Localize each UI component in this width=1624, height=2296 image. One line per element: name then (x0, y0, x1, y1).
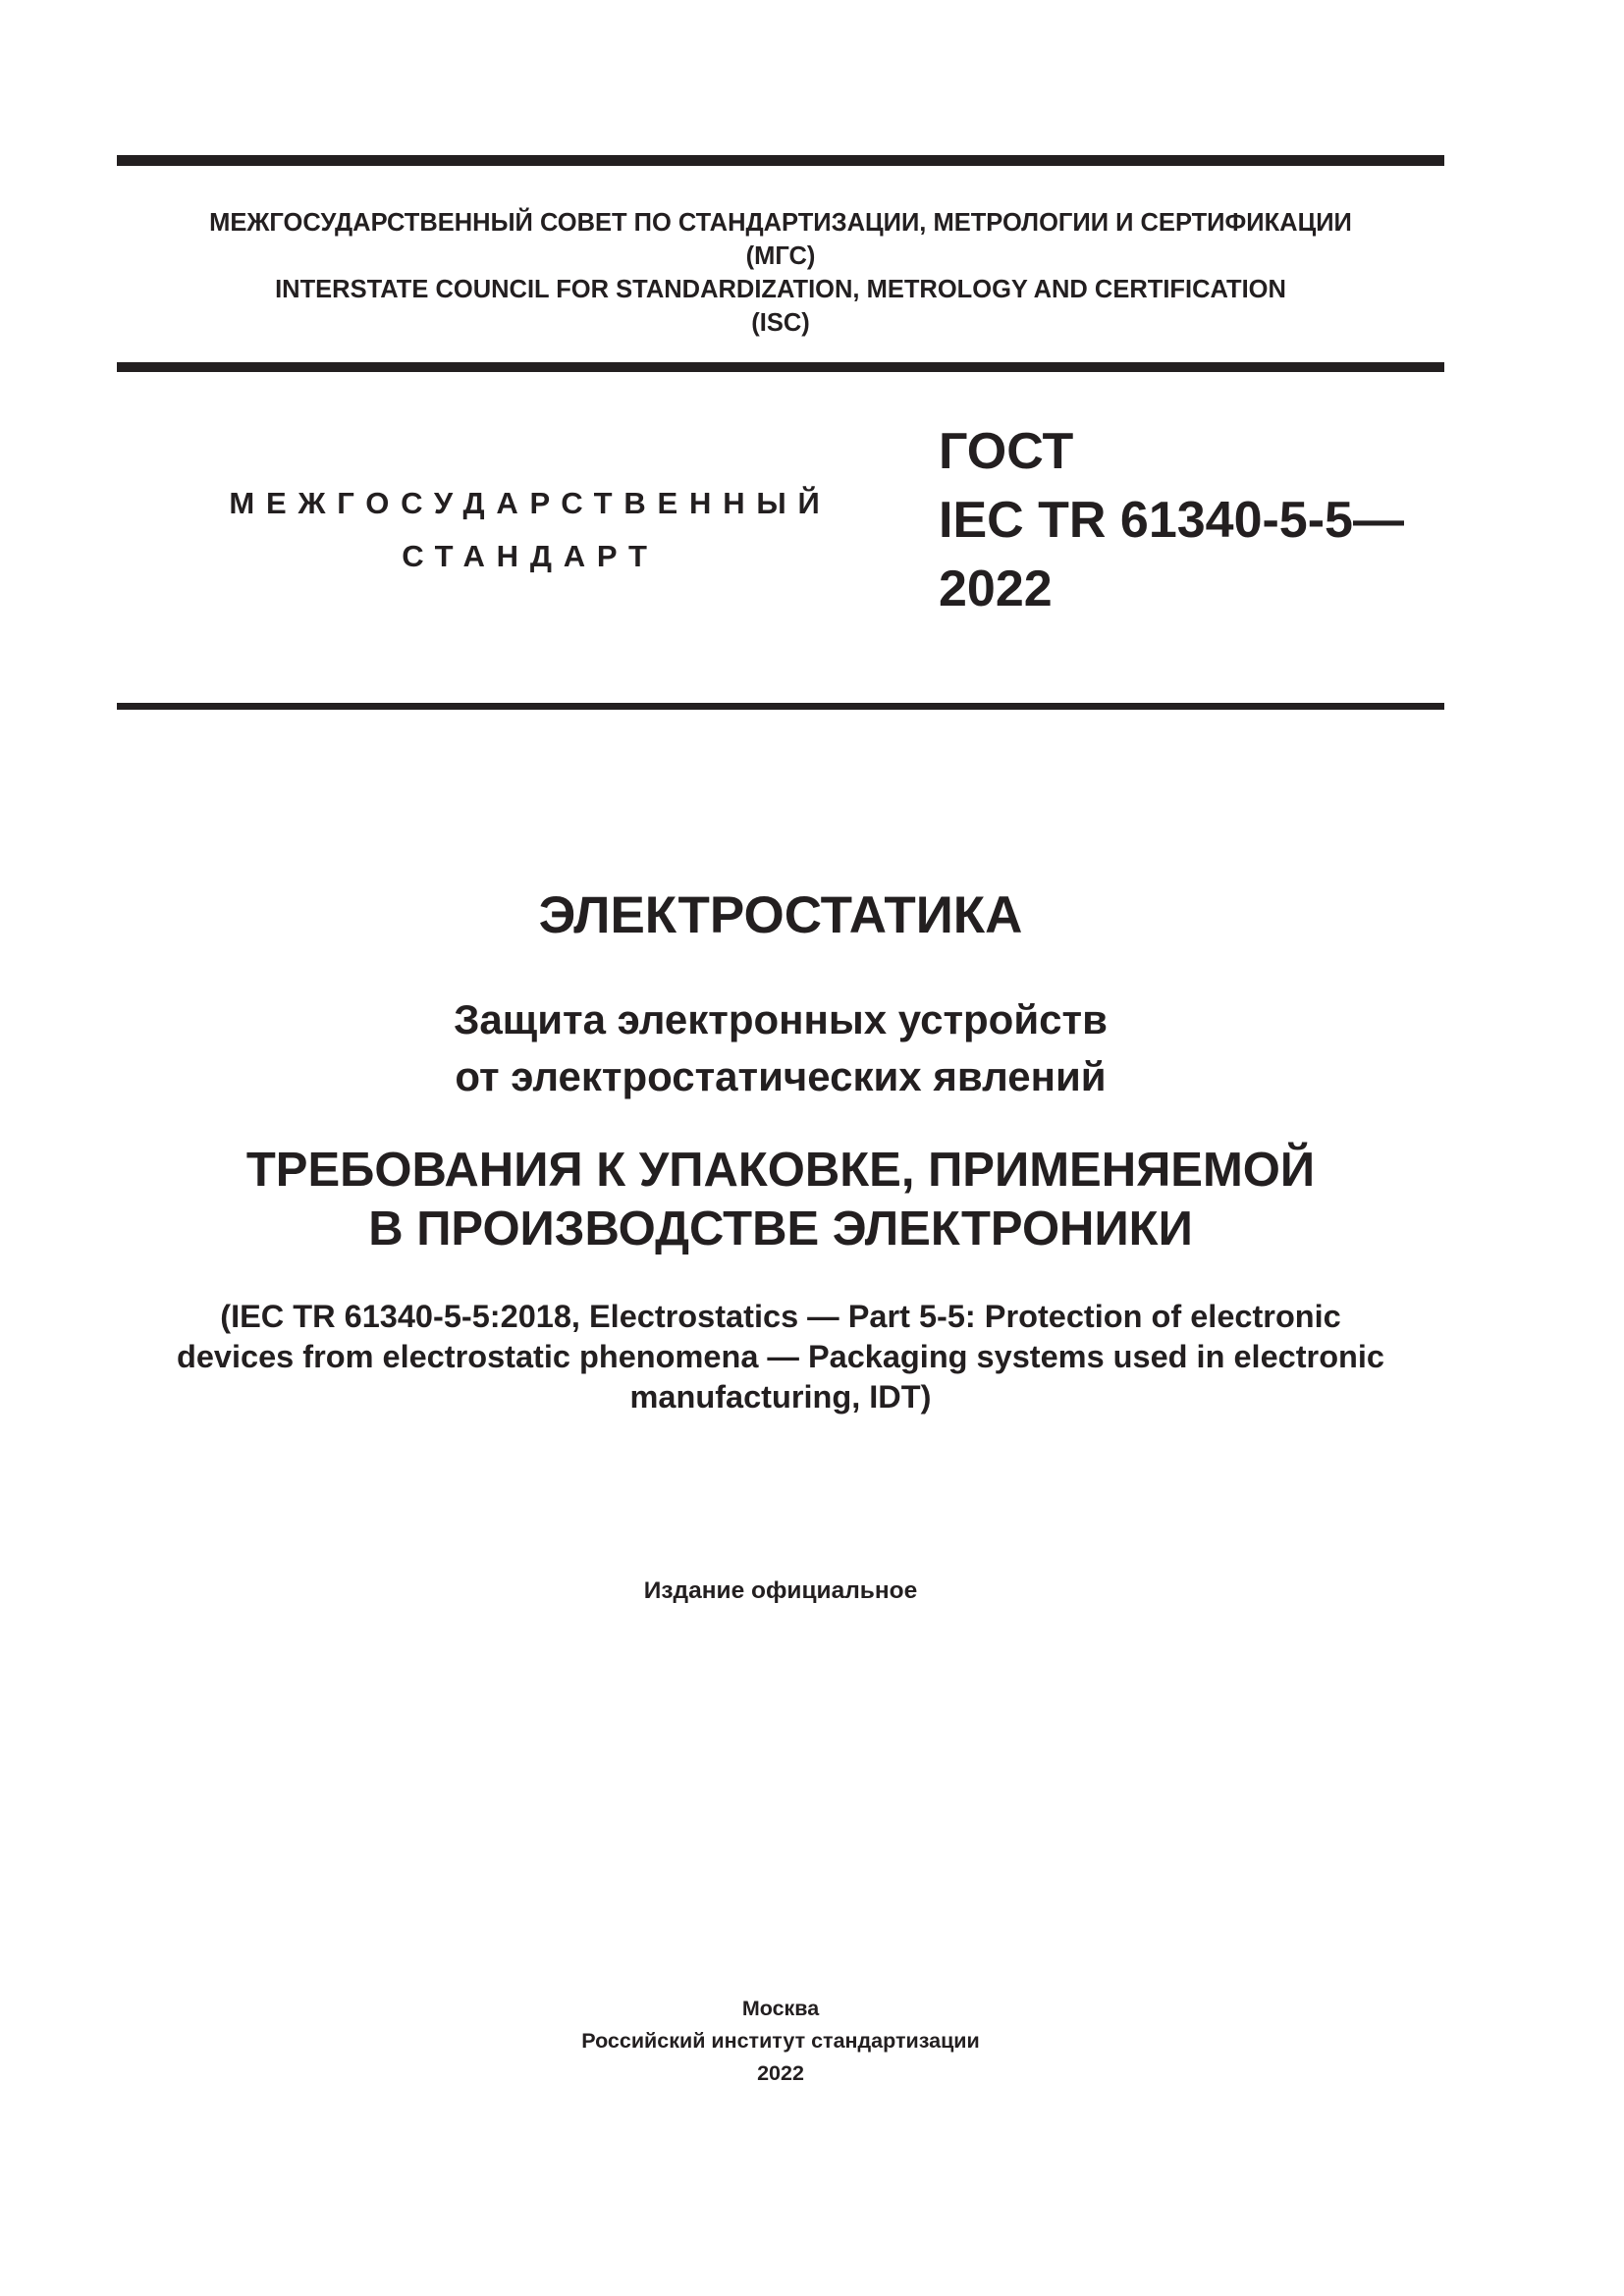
council-header (117, 206, 1444, 340)
top-divider (117, 155, 1444, 166)
iec-reference (117, 1297, 1444, 1417)
subtitle-line1: Защита электронных устройств (454, 996, 1108, 1042)
document-requirements-title (117, 1141, 1444, 1258)
requirements-line1: ТРЕБОВАНИЯ К УПАКОВКЕ, ПРИМЕНЯЕМОЙ (245, 1144, 1316, 1197)
standard-kind (206, 477, 854, 583)
designation-line1: ГОСТ (939, 423, 1074, 480)
middle-divider (117, 362, 1444, 372)
standard-designation (939, 417, 1404, 623)
imprint-publisher: Российский институт стандартизации (581, 2029, 980, 2053)
lower-divider (117, 703, 1444, 710)
iec-reference-line2: devices from electrostatic phenomena — Packaging systems used in electronic (176, 1339, 1385, 1374)
council-abbr-ru: (МГС) (745, 242, 816, 270)
publisher-imprint (117, 1993, 1444, 2090)
title-main-text: ЭЛЕКТРОСТАТИКА (538, 886, 1023, 944)
imprint-city: Москва (741, 1997, 820, 2020)
document-subtitle (117, 991, 1444, 1105)
designation-line2: IEC TR 61340-5-5— (939, 492, 1404, 549)
subtitle-line2: от электростатических явлений (455, 1053, 1107, 1099)
standard-kind-line2: СТАНДАРТ (402, 539, 659, 573)
official-edition-label: Издание официальное (643, 1577, 918, 1604)
council-name-ru: МЕЖГОСУДАРСТВЕННЫЙ СОВЕТ ПО СТАНДАРТИЗАЦИИ, МЕТРОЛОГИИ И СЕРТИФИКАЦИИ (209, 209, 1352, 237)
iec-reference-line1: (IEC TR 61340-5-5:2018, Electrostatics — Part 5-5: Protection of electronic (220, 1299, 1341, 1334)
requirements-line2: В ПРОИЗВОДСТВЕ ЭЛЕКТРОНИКИ (368, 1202, 1193, 1255)
standard-kind-line1: МЕЖГОСУДАРСТВЕННЫЙ (229, 486, 832, 520)
designation-line3: 2022 (939, 561, 1053, 617)
imprint-year: 2022 (757, 2061, 804, 2085)
iec-reference-line3: manufacturing, IDT) (629, 1379, 932, 1415)
council-abbr-en: (ISC) (751, 309, 810, 337)
document-title (117, 881, 1444, 950)
council-name-en: INTERSTATE COUNCIL FOR STANDARDIZATION, METROLOGY AND CERTIFICATION (275, 276, 1286, 303)
